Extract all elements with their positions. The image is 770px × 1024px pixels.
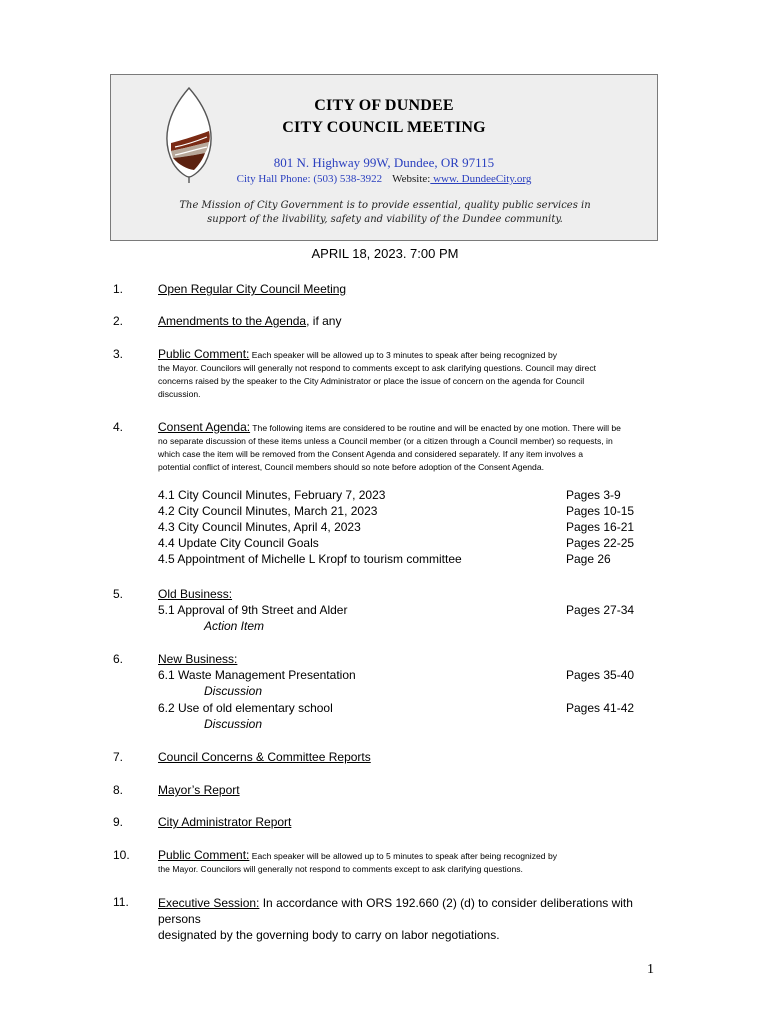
agenda-item [158, 895, 658, 943]
agenda-item-label: Consent Agenda: [158, 420, 251, 434]
agenda-item-suffix: , if any [306, 314, 342, 328]
page-ref: Pages 35-40 [566, 668, 635, 682]
city-name: CITY OF DUNDEE [314, 97, 454, 114]
mission-line: support of the livability, safety and viability of the Dundee community. [207, 214, 563, 225]
page-ref: Pages 41-42 [566, 701, 635, 715]
agenda-item [158, 347, 638, 401]
item-number: 5. [113, 587, 124, 601]
sub-item-note: Action Item [204, 619, 265, 633]
agenda-item-label: Amendments to the Agenda [158, 314, 307, 328]
sub-item: 4.2 City Council Minutes, March 21, 2023 [158, 504, 378, 518]
agenda-item-label: Executive Session: [158, 896, 260, 910]
sub-item: 4.4 Update City Council Goals [158, 536, 319, 550]
item-description: The following items are considered to be routine and will be enacted by one motion. There will be [250, 423, 621, 433]
agenda-item-label: Council Concerns & Committee Reports [158, 750, 371, 764]
agenda-item [158, 314, 341, 328]
item-number: 8. [113, 783, 124, 797]
mission-statement [171, 199, 599, 227]
agenda-item-label: City Administrator Report [158, 815, 292, 829]
item-description: the Mayor. Councilors will generally not respond to comments except to ask clarifying questions. [158, 864, 523, 874]
item-description: which case the item will be removed from the Consent Agenda and considered separately. If any item involves a [158, 449, 583, 459]
item-number: 10. [113, 848, 130, 862]
item-description: Each speaker will be allowed up to 3 minutes to speak after being recognized by [249, 350, 558, 360]
page-ref: Pages 22-25 [566, 536, 635, 550]
item-number: 9. [113, 815, 124, 829]
phone-number: City Hall Phone: (503) 538-3922 [236, 173, 383, 185]
item-number: 2. [113, 314, 124, 328]
agenda-item-label: New Business: [158, 652, 238, 666]
agenda-item-label: Public Comment: [158, 848, 250, 862]
page-ref: Pages 27-34 [566, 603, 635, 617]
page-ref: Pages 3-9 [566, 488, 621, 502]
item-number: 7. [113, 750, 124, 764]
page-ref: Pages 16-21 [566, 520, 635, 534]
item-description: no separate discussion of these items unless a Council member (or a citizen through a Council member) so requests, in [158, 436, 613, 446]
page-number: 1 [647, 962, 654, 977]
meeting-date: APRIL 18, 2023. 7:00 PM [311, 246, 459, 261]
item-description: the Mayor. Councilors will generally not respond to comments except to ask clarifying questions. Council may direct [158, 363, 597, 373]
item-description: discussion. [158, 389, 201, 399]
website-link[interactable]: www. DundeeCity.org [430, 173, 532, 185]
page-ref: Page 26 [566, 552, 611, 566]
sub-item: 5.1 Approval of 9th Street and Alder [158, 603, 348, 617]
item-number: 11. [113, 895, 129, 909]
mission-line: The Mission of City Government is to provide essential, quality public services in [179, 200, 591, 211]
item-number: 1. [113, 282, 124, 296]
sub-item-note: Discussion [204, 684, 263, 698]
item-description: In accordance with ORS 192.660 (2) (d) to consider deliberations with persons [158, 896, 633, 926]
item-description: concerns raised by the speaker to the City Administrator or place the issue of concern on the agenda for Council [158, 376, 585, 386]
agenda-item-label: Public Comment: [158, 347, 250, 361]
item-number: 6. [113, 652, 124, 666]
item-description: designated by the governing body to carry on labor negotiations. [158, 928, 500, 942]
meeting-title: CITY COUNCIL MEETING [282, 119, 486, 136]
item-number: 4. [113, 420, 124, 434]
page-ref: Pages 10-15 [566, 504, 635, 518]
sub-item: 4.5 Appointment of Michelle L Kropf to tourism committee [158, 552, 462, 566]
sub-item: 6.2 Use of old elementary school [158, 701, 333, 715]
agenda-item [158, 848, 638, 876]
letterhead [110, 74, 658, 241]
agenda-item-label: Open Regular City Council Meeting [158, 282, 347, 296]
item-description: Each speaker will be allowed up to 5 minutes to speak after being recognized by [249, 851, 558, 861]
sub-item-note: Discussion [204, 717, 263, 731]
item-description: potential conflict of interest, Council members should so note before adoption of the Consent Agenda. [158, 462, 545, 472]
website-label: Website: [392, 173, 431, 185]
sub-item: 6.1 Waste Management Presentation [158, 668, 356, 682]
sub-item: 4.1 City Council Minutes, February 7, 2023 [158, 488, 386, 502]
city-address: 801 N. Highway 99W, Dundee, OR 97115 [273, 155, 495, 170]
agenda-item [158, 420, 658, 474]
agenda-item-label: Mayor’s Report [158, 783, 240, 797]
sub-item: 4.3 City Council Minutes, April 4, 2023 [158, 520, 361, 534]
contact-line [111, 173, 657, 185]
item-number: 3. [113, 347, 124, 361]
agenda-item-label: Old Business: [158, 587, 233, 601]
